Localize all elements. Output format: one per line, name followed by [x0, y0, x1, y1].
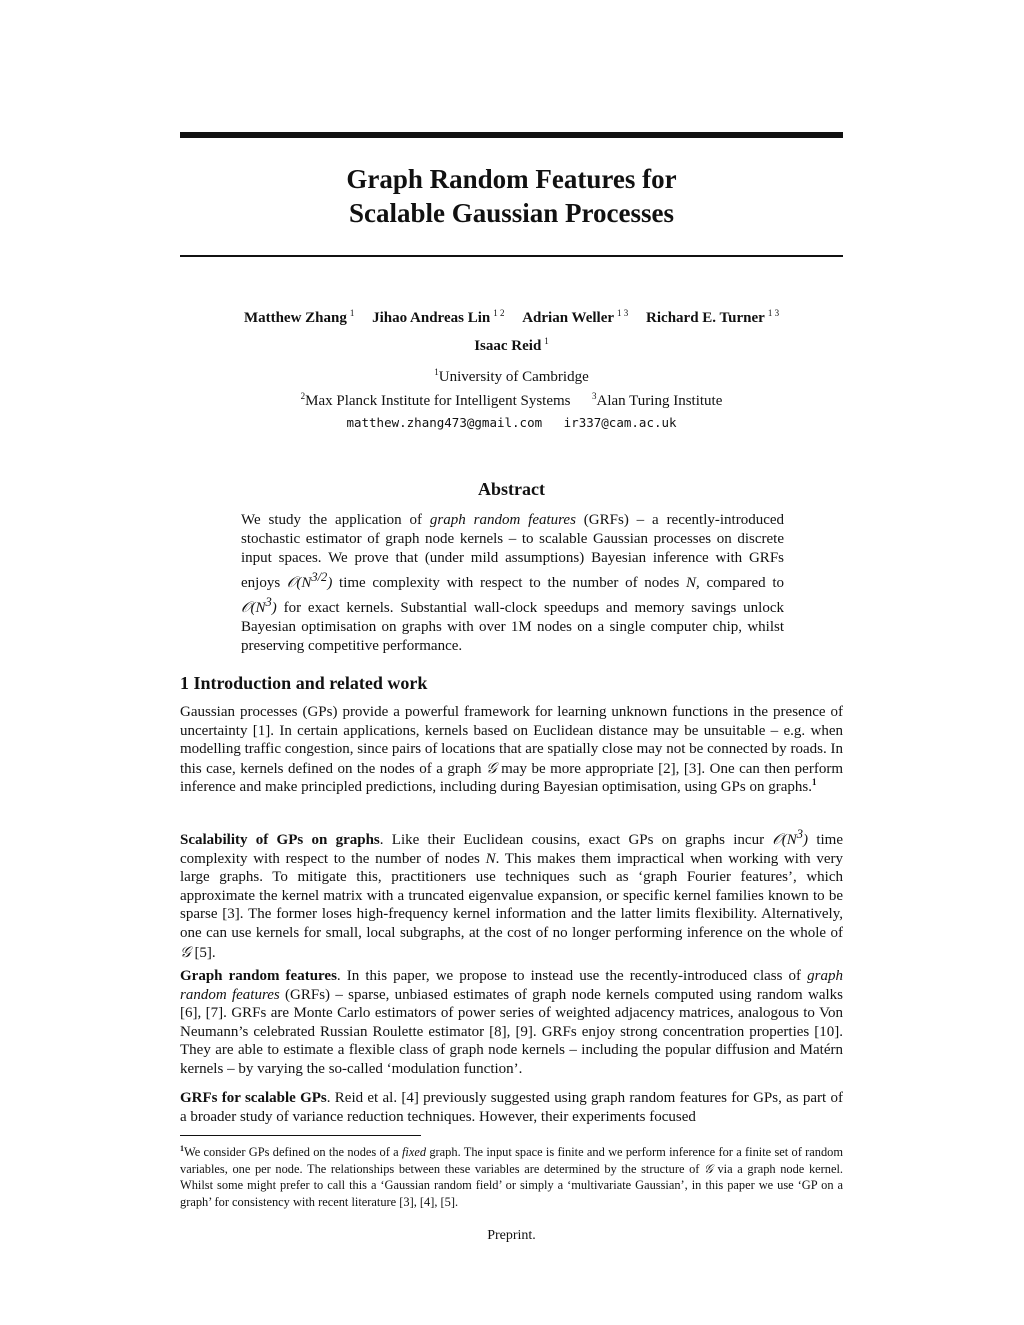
body-paragraph: GRFs for scalable GPs. Reid et al. [4] previously suggested using graph random features for GPs, as part of a broader study of variance reduction techniques. However, their experiments focused: [180, 1090, 843, 1125]
email-list: [180, 414, 843, 432]
author: Richard E. Turner $^{1 3}$: [646, 308, 780, 326]
footnote: $^1$We consider GPs defined on the nodes of a fixed graph. The input space is finite and we perform inference for a finite set of random variables, one per node. The relationships between these variables are determined by the structure of 𝒢 via a graph node kernel. Whilst some might prefer to call this a ‘Gaussian random field’ or simply a ‘multivariate Gaussian’, in this paper we use ‘GP on a graph’ for consistency with recent literature [3], [4], [5].: [180, 1144, 843, 1209]
author-list: [180, 302, 843, 358]
footnote-rule: [180, 1135, 421, 1136]
affiliation-1: $^1$University of Cambridge: [434, 367, 589, 385]
footnote-marker[interactable]: 1: [811, 777, 817, 788]
author: Adrian Weller $^{1 3}$: [522, 308, 629, 326]
page-footer: Preprint.: [487, 1228, 536, 1243]
author: Jihao Andreas Lin $^{1 2}$: [372, 308, 505, 326]
body-paragraph: Scalability of GPs on graphs. Like their Euclidean cousins, exact GPs on graphs incur $𝒪(N^3)$ time complexity with respect to the number of nodes N. This makes them impractical when working with very large graphs. To mitigate this, practitioners use techniques such as ‘graph Fourier features’, which approximate the kernel matrix with a truncated eigenvalue expansion, or specific kernel families known to be sparse [3]. The former loses high-frequency kernel information and the latter limits flexibility. Alternatively, one can use kernels for small, local subgraphs, at the cost of no longer performing inference on the whole of 𝒢 [5].: [180, 827, 843, 961]
email-link[interactable]: matthew.zhang473@gmail.com: [346, 415, 543, 430]
body-paragraph: Graph random features. In this paper, we propose to instead use the recently-introduced class of graph random features (GRFs) – sparse, unbiased estimates of graph node kernels computed using random walks [6], [7]. GRFs are Monte Carlo estimators of power series of weighted adjacency matrices, analogous to Von Neumann’s celebrated Russian Roulette estimator [8], [9]. GRFs enjoy strong concentration properties [10]. They are able to estimate a flexible class of graph node kernels – including the popular diffusion and Matérn kernels – by varying the so-called ‘modulation function’.: [180, 968, 843, 1077]
affiliation-2: $^2$Max Planck Institute for Intelligent Systems: [300, 391, 571, 409]
author: Matthew Zhang $^1$: [243, 308, 355, 326]
body-paragraph: Gaussian processes (GPs) provide a powerful framework for learning unknown functions in the presence of uncertainty [1]. In certain applications, kernels based on Euclidean distance may be unsuitable – e.g. when modelling traffic congestion, since pairs of locations that are spatially close may not be connected by roads. In this case, kernels defined on the nodes of a graph 𝒢 may be more appropriate [2], [3]. One can then perform inference and make principled predictions, including during Bayesian optimisation, using GPs on graphs.$^1$: [180, 704, 843, 796]
abstract-heading: Abstract: [478, 479, 545, 499]
author: Isaac Reid $^1$: [474, 336, 549, 354]
title-line-2: Scalable Gaussian Processes: [348, 198, 674, 228]
affiliation-3: $^3$Alan Turing Institute: [592, 391, 723, 409]
abstract-body: We study the application of graph random features (GRFs) – a recently-introduced stochastic estimator of graph node kernels – to scalable Gaussian processes on discrete input spaces. We prove that (under mild assumptions) Bayesian inference with GRFs enjoys $𝒪(N^{3/2})$ time complexity with respect to the number of nodes N, compared to $𝒪(N^3)$ for exact kernels. Substantial wall-clock speedups and memory savings unlock Bayesian optimisation on graphs with over 1M nodes on a single computer chip, whilst preserving competitive performance.: [241, 512, 785, 654]
email-link[interactable]: ir337@cam.ac.uk: [563, 415, 677, 430]
title-top-rule: [180, 132, 843, 138]
title-line-1: Graph Random Features for: [346, 164, 677, 194]
affiliations: [180, 363, 843, 411]
paper-title: [180, 162, 843, 230]
title-bottom-rule: [180, 255, 843, 257]
section-heading: 1 Introduction and related work: [180, 673, 428, 693]
